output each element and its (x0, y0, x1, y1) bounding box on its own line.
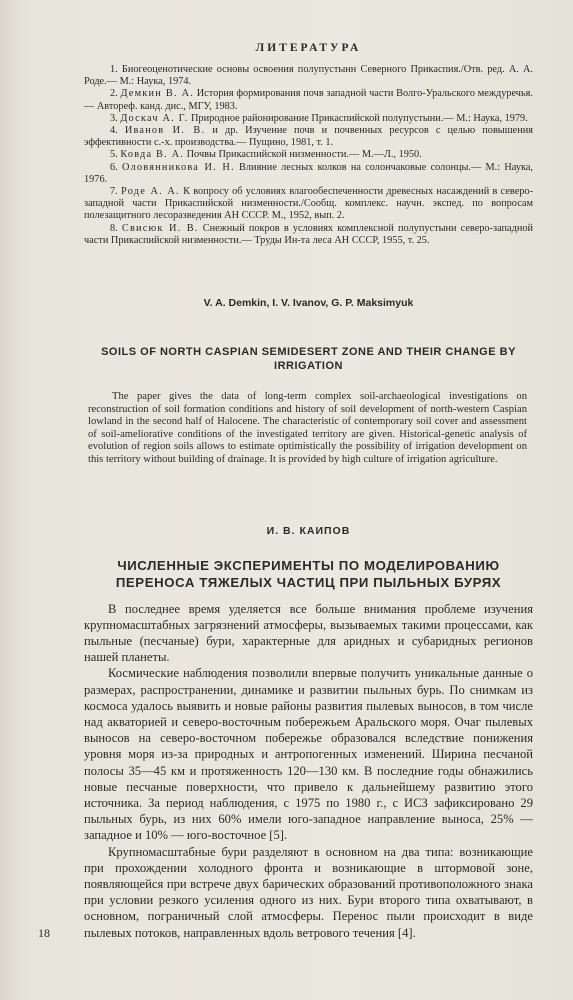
article-author: И. В. КАИПОВ (266, 524, 351, 537)
reference-item: 7. Роде А. А. К вопросу об условиях влагообеспеченности древесных насаждений в северо-западной части Прикаспийской низменности./Сообщ. комплекс. научн. экспед. по вопросам полезащитного лесоразведения АН СССР. М., 1952, вып. 2. (84, 186, 533, 222)
reference-item: 6. Оловянникова И. Н. Влияние лесных колков на солончаковые солонцы.— М.: Наука, 1976. (84, 161, 533, 185)
english-abstract: The paper gives the data of long-term complex soil-archaeological investigations on reconstruction of soil formation conditions and history of soil development of north-western Caspian lowland in the second half of Halocene. The characteristic of contemporary soil cover and assessment of soil-ameliorative conditions of the investigated territory are given. Historical-genetic analysis of evolution of region soils allows to estimate optimistically the possibility of irrigation development on this territory without building of drainage. It is provided by high culture of irrigation agriculture. (88, 391, 527, 466)
reference-item: 4. Иванов И. В. и др. Изучение почв и почвенных ресурсов с целью повышения эффективности с.-х. производства.— Пущино, 1981, т. 1. (84, 125, 533, 149)
references-list (84, 64, 533, 247)
references-heading: ЛИТЕРАТУРА (255, 42, 362, 54)
reference-item: 5. Ковда В. А. Почвы Прикаспийской низменности.— М.—Л., 1950. (110, 149, 422, 161)
article-paragraph: Космические наблюдения позволили впервые получить уникальные данные о размерах, распространении, динамике и развитии пыльных бурь. По снимкам из космоса удалось выявить и новые районы развития пылевых выносов, в том числе над акваторией и северо-восточным побережьем Аральского моря. Очаг пылевых выносов на северо-восточном побережье образовался вследствие понижения уровня моря из-за природных и антропогенных изменений. Ширина песчаной полосы 35—45 км и протяженность 120—130 км. В последние годы обнажились новые песчаные поверхности, что привело к дальнейшему развитию этого источника. За период наблюдения, с 1975 по 1980 г., с ИСЗ зафиксировано 29 пыльных бурь, из них 60% имели юго-западное направление выноса, 25% — западное и 10% — юго-восточное [5]. (84, 666, 533, 843)
reference-item: 8. Свисюк И. В. Снежный покров в условиях комплексной полупустыни северо-западной части Прикаспийской низменности.— Труды Ин-та леса АН СССР, 1955, т. 25. (84, 222, 534, 246)
reference-item: 3. Доскач А. Г. Природное районирование Прикаспийской полупустыни.— М.: Наука, 1979. (110, 112, 528, 124)
english-authors: V. A. Demkin, I. V. Ivanov, G. P. Maksimyuk (203, 297, 414, 310)
english-title: SOILS OF NORTH CASPIAN SEMIDESERT ZONE AND THEIR CHANGE BY IRRIGATION (101, 346, 516, 373)
article-title: ЧИСЛЕННЫЕ ЭКСПЕРИМЕНТЫ ПО МОДЕЛИРОВАНИЮ ПЕРЕНОСА ТЯЖЕЛЫХ ЧАСТИЦ ПРИ ПЫЛЬНЫХ БУРЯХ (115, 557, 502, 590)
reference-item: 2. Демкин В. А. История формирования почв западной части Волго-Уральского междуречья.— Автореф. канд. дис., МГУ, 1983. (84, 88, 533, 112)
article-paragraph: Крупномасштабные бури разделяют в основном на два типа: возникающие при прохождении холодного фронта и возникающие в штормовой зоне, появляющейся при встрече двух барических образований противоположного знака при условии резкого усиления одного из них. Бури второго типа охватывают, в основном, пограничный слой атмосферы. Перенос пыли происходит в виде пылевых потоков, направленных вдоль ветрового течения [4]. (84, 844, 533, 940)
page-number: 18 (38, 926, 50, 940)
article-paragraph: В последнее время уделяется все больше внимания проблеме изучения крупномасштабных загрязнений атмосферы, вызываемых такими процессами, как пыльные (песчаные) бури, характерные для аридных и субаридных регионов нашей планеты. (84, 601, 533, 665)
reference-item: 1. Биогеоценотические основы освоения полупустынн Северного Прикаспия./Отв. ред. А. А. Роде.— М.: Наука, 1974. (84, 64, 533, 88)
